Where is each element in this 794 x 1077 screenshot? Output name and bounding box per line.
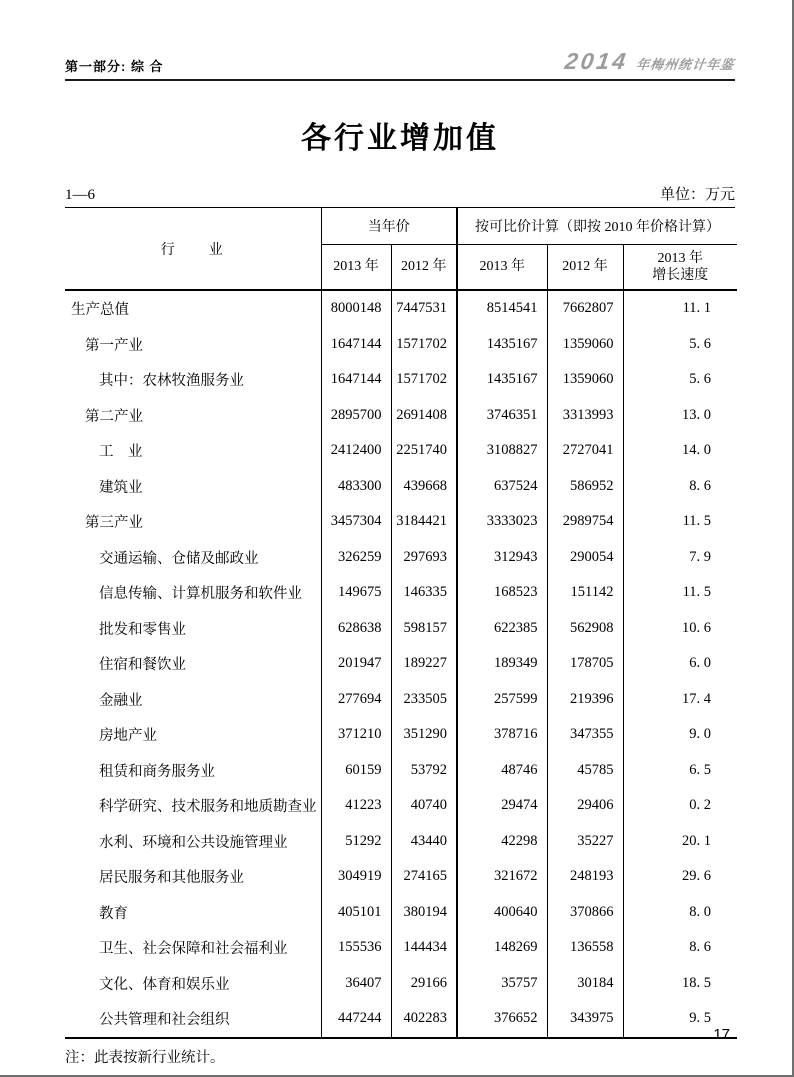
row-growth-value: 18. 5 — [623, 966, 737, 1002]
page-number: 17 — [713, 1026, 730, 1043]
row-growth-value: 14. 0 — [623, 433, 737, 469]
row-growth-value: 5. 6 — [623, 362, 737, 398]
row-growth-value: 13. 0 — [623, 398, 737, 434]
row-value: 43440 — [391, 824, 457, 860]
row-value: 136558 — [547, 930, 623, 966]
header-year-2012-comparable: 2012 年 — [547, 245, 623, 291]
row-value: 178705 — [547, 646, 623, 682]
table-row — [65, 717, 737, 753]
table-row — [65, 966, 737, 1002]
row-value: 155536 — [321, 930, 391, 966]
row-value: 168523 — [457, 575, 547, 611]
row-value: 304919 — [321, 859, 391, 895]
row-value: 48746 — [457, 753, 547, 789]
table-row — [65, 362, 737, 398]
row-value: 35757 — [457, 966, 547, 1002]
row-value: 248193 — [547, 859, 623, 895]
row-value: 35227 — [547, 824, 623, 860]
table-row — [65, 433, 737, 469]
row-value: 40740 — [391, 788, 457, 824]
row-growth-value: 5. 6 — [623, 327, 737, 363]
row-value: 586952 — [547, 469, 623, 505]
yearbook-logo-year: 2014 — [563, 48, 631, 74]
row-value: 1647144 — [321, 327, 391, 363]
row-label: 第一产业 — [85, 337, 143, 354]
row-value: 7447531 — [391, 290, 457, 327]
row-label: 工 业 — [99, 444, 143, 461]
row-value: 1571702 — [391, 362, 457, 398]
row-value: 371210 — [321, 717, 391, 753]
row-value: 8514541 — [457, 290, 547, 327]
table-row — [65, 1001, 737, 1038]
header-comparable-price-group: 按可比价计算（即按 2010 年价格计算） — [457, 208, 737, 245]
row-value: 144434 — [391, 930, 457, 966]
unit-label: 单位：万元 — [659, 187, 735, 203]
table-body — [65, 290, 737, 1038]
row-value: 148269 — [457, 930, 547, 966]
row-value: 439668 — [391, 469, 457, 505]
row-label: 第二产业 — [85, 408, 143, 425]
row-value: 1647144 — [321, 362, 391, 398]
row-value: 3108827 — [457, 433, 547, 469]
row-growth-value: 7. 9 — [623, 540, 737, 576]
row-value: 290054 — [547, 540, 623, 576]
row-value: 36407 — [321, 966, 391, 1002]
row-value: 2691408 — [391, 398, 457, 434]
header-growth-rate — [623, 245, 737, 291]
row-value: 637524 — [457, 469, 547, 505]
row-label: 卫生、社会保障和社会福利业 — [99, 941, 288, 958]
row-label: 生产总值 — [71, 302, 129, 319]
yearbook-logo-title: 年梅州统计年鉴 — [635, 57, 736, 72]
row-label: 其中：农林牧渔服务业 — [99, 373, 244, 390]
row-value: 201947 — [321, 646, 391, 682]
row-value: 2895700 — [321, 398, 391, 434]
row-growth-value: 6. 5 — [623, 753, 737, 789]
row-growth-value: 17. 4 — [623, 682, 737, 718]
row-growth-value: 9. 5 — [623, 1001, 737, 1038]
row-label: 住宿和餐饮业 — [99, 657, 186, 674]
header-year-2013-current: 2013 年 — [321, 245, 391, 291]
header-growth-line2: 增长速度 — [652, 268, 709, 283]
table-row — [65, 859, 737, 895]
row-label: 科学研究、技术服务和地质勘查业 — [99, 799, 317, 816]
row-growth-value: 11. 1 — [623, 290, 737, 327]
row-value: 7662807 — [547, 290, 623, 327]
row-growth-value: 8. 0 — [623, 895, 737, 931]
row-value: 297693 — [391, 540, 457, 576]
row-value: 53792 — [391, 753, 457, 789]
row-growth-value: 8. 6 — [623, 930, 737, 966]
table-row — [65, 930, 737, 966]
row-label: 建筑业 — [99, 479, 143, 496]
row-label: 房地产业 — [99, 728, 157, 745]
row-label: 居民服务和其他服务业 — [99, 870, 244, 887]
section-label: 第一部分: 综 合 — [65, 59, 164, 74]
row-label: 交通运输、仓储及邮政业 — [99, 550, 259, 567]
table-row — [65, 398, 737, 434]
row-value: 628638 — [321, 611, 391, 647]
row-value: 2727041 — [547, 433, 623, 469]
row-value: 343975 — [547, 1001, 623, 1038]
table-footnote: 注：此表按新行业统计。 — [65, 1049, 225, 1066]
table-row — [65, 290, 737, 327]
row-value: 60159 — [321, 753, 391, 789]
row-growth-value: 29. 6 — [623, 859, 737, 895]
row-label: 租赁和商务服务业 — [99, 763, 215, 780]
row-value: 2412400 — [321, 433, 391, 469]
table-row — [65, 504, 737, 540]
table-number: 1—6 — [65, 187, 95, 203]
row-value: 1435167 — [457, 362, 547, 398]
row-value: 376652 — [457, 1001, 547, 1038]
row-value: 598157 — [391, 611, 457, 647]
row-value: 351290 — [391, 717, 457, 753]
row-value: 149675 — [321, 575, 391, 611]
row-value: 233505 — [391, 682, 457, 718]
row-value: 3313993 — [547, 398, 623, 434]
row-value: 622385 — [457, 611, 547, 647]
row-value: 378716 — [457, 717, 547, 753]
table-row — [65, 753, 737, 789]
row-value: 29474 — [457, 788, 547, 824]
header-current-price-group: 当年价 — [321, 208, 457, 245]
row-value: 2251740 — [391, 433, 457, 469]
row-value: 151142 — [547, 575, 623, 611]
table-row — [65, 824, 737, 860]
row-value: 3184421 — [391, 504, 457, 540]
row-growth-value: 11. 5 — [623, 575, 737, 611]
header-growth-line1: 2013 年 — [657, 250, 704, 266]
table-row — [65, 540, 737, 576]
row-value: 51292 — [321, 824, 391, 860]
table-row — [65, 575, 737, 611]
row-value: 405101 — [321, 895, 391, 931]
row-value: 189349 — [457, 646, 547, 682]
row-value: 3746351 — [457, 398, 547, 434]
row-growth-value: 10. 6 — [623, 611, 737, 647]
table-row — [65, 788, 737, 824]
row-value: 41223 — [321, 788, 391, 824]
row-growth-value: 11. 5 — [623, 504, 737, 540]
row-value: 1435167 — [457, 327, 547, 363]
row-value: 321672 — [457, 859, 547, 895]
row-growth-value: 20. 1 — [623, 824, 737, 860]
row-growth-value: 0. 2 — [623, 788, 737, 824]
row-value: 402283 — [391, 1001, 457, 1038]
row-label: 文化、体育和娱乐业 — [99, 976, 230, 993]
header-industry: 行 业 — [65, 208, 321, 290]
row-growth-value: 6. 0 — [623, 646, 737, 682]
row-value: 447244 — [321, 1001, 391, 1038]
row-value: 1571702 — [391, 327, 457, 363]
table-row — [65, 646, 737, 682]
page-title: 各行业增加值 — [301, 122, 499, 155]
row-value: 400640 — [457, 895, 547, 931]
row-value: 1359060 — [547, 362, 623, 398]
table-row — [65, 895, 737, 931]
row-growth-value: 8. 6 — [623, 469, 737, 505]
row-value: 45785 — [547, 753, 623, 789]
row-label: 第三产业 — [85, 515, 143, 532]
value-added-table — [65, 208, 737, 1039]
row-value: 347355 — [547, 717, 623, 753]
row-label: 公共管理和社会组织 — [99, 1012, 230, 1029]
row-value: 219396 — [547, 682, 623, 718]
row-label: 信息传输、计算机服务和软件业 — [99, 586, 302, 603]
row-value: 8000148 — [321, 290, 391, 327]
table-row — [65, 682, 737, 718]
row-value: 257599 — [457, 682, 547, 718]
header-year-2012-current: 2012 年 — [391, 245, 457, 291]
row-label: 教育 — [99, 905, 128, 922]
row-value: 3333023 — [457, 504, 547, 540]
row-value: 277694 — [321, 682, 391, 718]
row-value: 562908 — [547, 611, 623, 647]
row-value: 370866 — [547, 895, 623, 931]
table-row — [65, 469, 737, 505]
row-value: 146335 — [391, 575, 457, 611]
table-row — [65, 611, 737, 647]
row-value: 274165 — [391, 859, 457, 895]
row-value: 483300 — [321, 469, 391, 505]
header-year-2013-comparable: 2013 年 — [457, 245, 547, 291]
row-label: 金融业 — [99, 692, 143, 709]
running-header — [65, 0, 735, 81]
row-value: 326259 — [321, 540, 391, 576]
table-row — [65, 327, 737, 363]
row-value: 3457304 — [321, 504, 391, 540]
row-value: 312943 — [457, 540, 547, 576]
row-growth-value: 9. 0 — [623, 717, 737, 753]
row-value: 380194 — [391, 895, 457, 931]
yearbook-logo — [563, 48, 736, 75]
row-value: 29166 — [391, 966, 457, 1002]
row-value: 30184 — [547, 966, 623, 1002]
row-label: 批发和零售业 — [99, 621, 186, 638]
table-meta-line — [65, 183, 735, 208]
row-value: 2989754 — [547, 504, 623, 540]
row-label: 水利、环境和公共设施管理业 — [99, 834, 288, 851]
row-value: 42298 — [457, 824, 547, 860]
row-value: 1359060 — [547, 327, 623, 363]
row-value: 29406 — [547, 788, 623, 824]
row-value: 189227 — [391, 646, 457, 682]
